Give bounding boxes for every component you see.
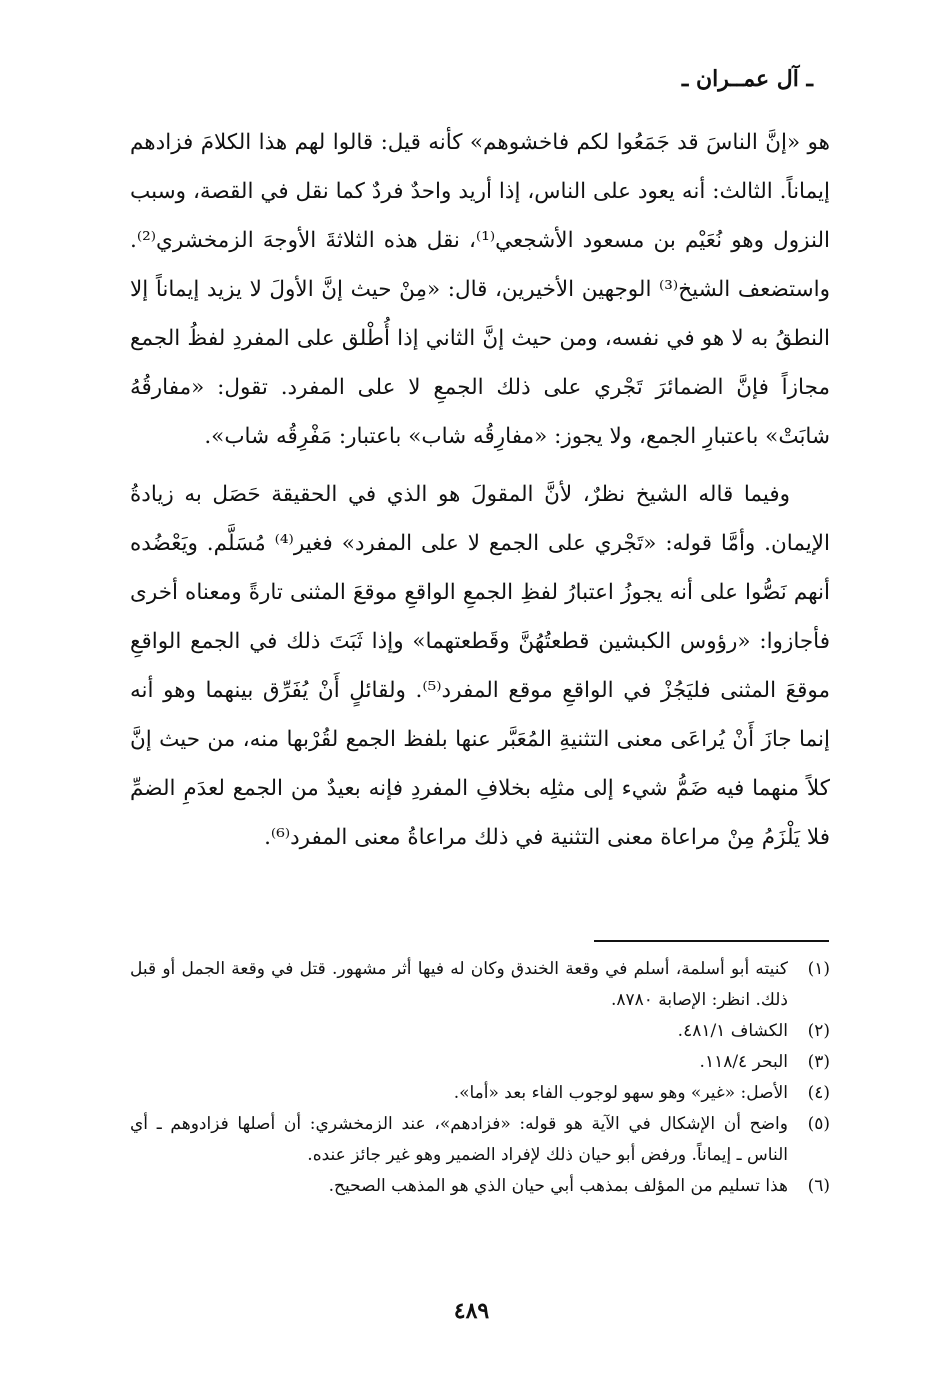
paragraph: وفيما قاله الشيخ نظرٌ، لأنَّ المقولَ هو الذي في الحقيقة حَصَل به زيادةُ الإيمان. وأمَّا قوله: «تَجْري على الجمع لا على المفرد» فغير⁽⁴⁾ مُسَلَّم. ويَعْضُده أنهم نَصُّوا على أنه يجوزُ اعتبارُ لفظِ الجمعِ الواقعِ موقعَ المثنى تارةً ومعناه أخرى فأجازوا: «رؤوس الكبشين قطعتُهُنَّ وقَطعتهما» وإذا ثَبَتَ ذلك في الجمع الواقعِ موقعَ المثنى فليَجُزْ في الواقعِ موقع المفرد⁽⁵⁾. ولقائلٍ أَنْ يُفَرِّق بينهما وهو أنه إنما جازَ أَنْ يُراعَى معنى التثنيةِ المُعَبَّر عنها بلفظ الجمع لقُرْبها منه، من حيث إنَّ كلاً منهما فيه ضَمُّ شيء إلى مثلِه بخلافِ المفردِ فإنه بعيدٌ من الجمع لعدَمِ الضمِّ فلا يَلْزَمُ مِنْ مراعاة معنى التثنية في ذلك مراعاةُ معنى المفرد⁽⁶⁾.: [130, 482, 831, 850]
footnote-text: البحر ١١٨/٤.: [699, 1052, 788, 1072]
page-number: ٤٨٩: [453, 1298, 490, 1324]
footnote: [130, 1016, 830, 1047]
footnote-text: الأصل: «غير» وهو سهو لوجوب الفاء بعد «أما».: [453, 1083, 788, 1103]
footnote-number: (٢): [807, 1021, 830, 1041]
main-text: [130, 118, 830, 862]
footnote-text: كنيته أبو أسلمة، أسلم في وقعة الخندق وكان له فيها أثر مشهور. قتل في وقعة الجمل أو قبل ذلك. انظر: الإصابة ٨٧٨٠.: [130, 959, 788, 1010]
footnote-number: (٥): [807, 1114, 830, 1134]
footnote: [130, 1171, 830, 1202]
running-header: ـ آل عمــران ـ: [681, 66, 813, 92]
footnote: [130, 954, 830, 1016]
footnote-number: (٦): [807, 1176, 830, 1196]
footnote-text: واضح أن الإشكال في الآية هو قوله: «فزادهم»، عند الزمخشري: أن أصلها فزادوهم ـ أي الناس ـ إيماناً. ورفض أبو حيان ذلك لإفراد الضمير وهو غير جائز عنده.: [130, 1114, 788, 1165]
footnote-number: (٣): [807, 1052, 830, 1072]
footnote-number: (١): [807, 959, 830, 979]
footnote: [130, 1109, 830, 1171]
footnote-separator: [594, 940, 829, 942]
footnotes: [130, 954, 830, 1202]
footnote-number: (٤): [807, 1083, 830, 1103]
footnote: [130, 1047, 830, 1078]
paragraph: هو «إنَّ الناسَ قد جَمَعُوا لكم فاخشوهم» كأنه قيل: قالوا لهم هذا الكلامَ فزادهم إيماناً. الثالث: أنه يعود على الناس، إذا أريد واحدٌ فردٌ كما نقل في القصة، وسبب النزول وهو نُعَيْم بن مسعود الأشجعي⁽¹⁾، نقل هذه الثلاثةَ الأوجهَ الزمخشري⁽²⁾. واستضعف الشيخ⁽³⁾ الوجهين الأخيرين، قال: «مِنْ حيث إنَّ الأولَ لا يزيد إيماناً إلا النطقُ به لا هو في نفسه، ومن حيث إنَّ الثاني إذا أُطْلق على المفردِ لفظُ الجمع مجازاً فإنَّ الضمائرَ تَجْري على ذلك الجمعِ لا على المفرد. تقول: «مفارقُهُ شابَتْ» باعتبارِ الجمع، ولا يجوز: «مفارِقُه شاب» باعتبار: مَفْرِقُه شاب».: [130, 130, 830, 449]
footnote-text: الكشاف ٤٨١/١.: [677, 1021, 788, 1041]
footnote-text: هذا تسليم من المؤلف بمذهب أبي حيان الذي هو المذهب الصحيح.: [328, 1176, 788, 1196]
footnote: [130, 1078, 830, 1109]
